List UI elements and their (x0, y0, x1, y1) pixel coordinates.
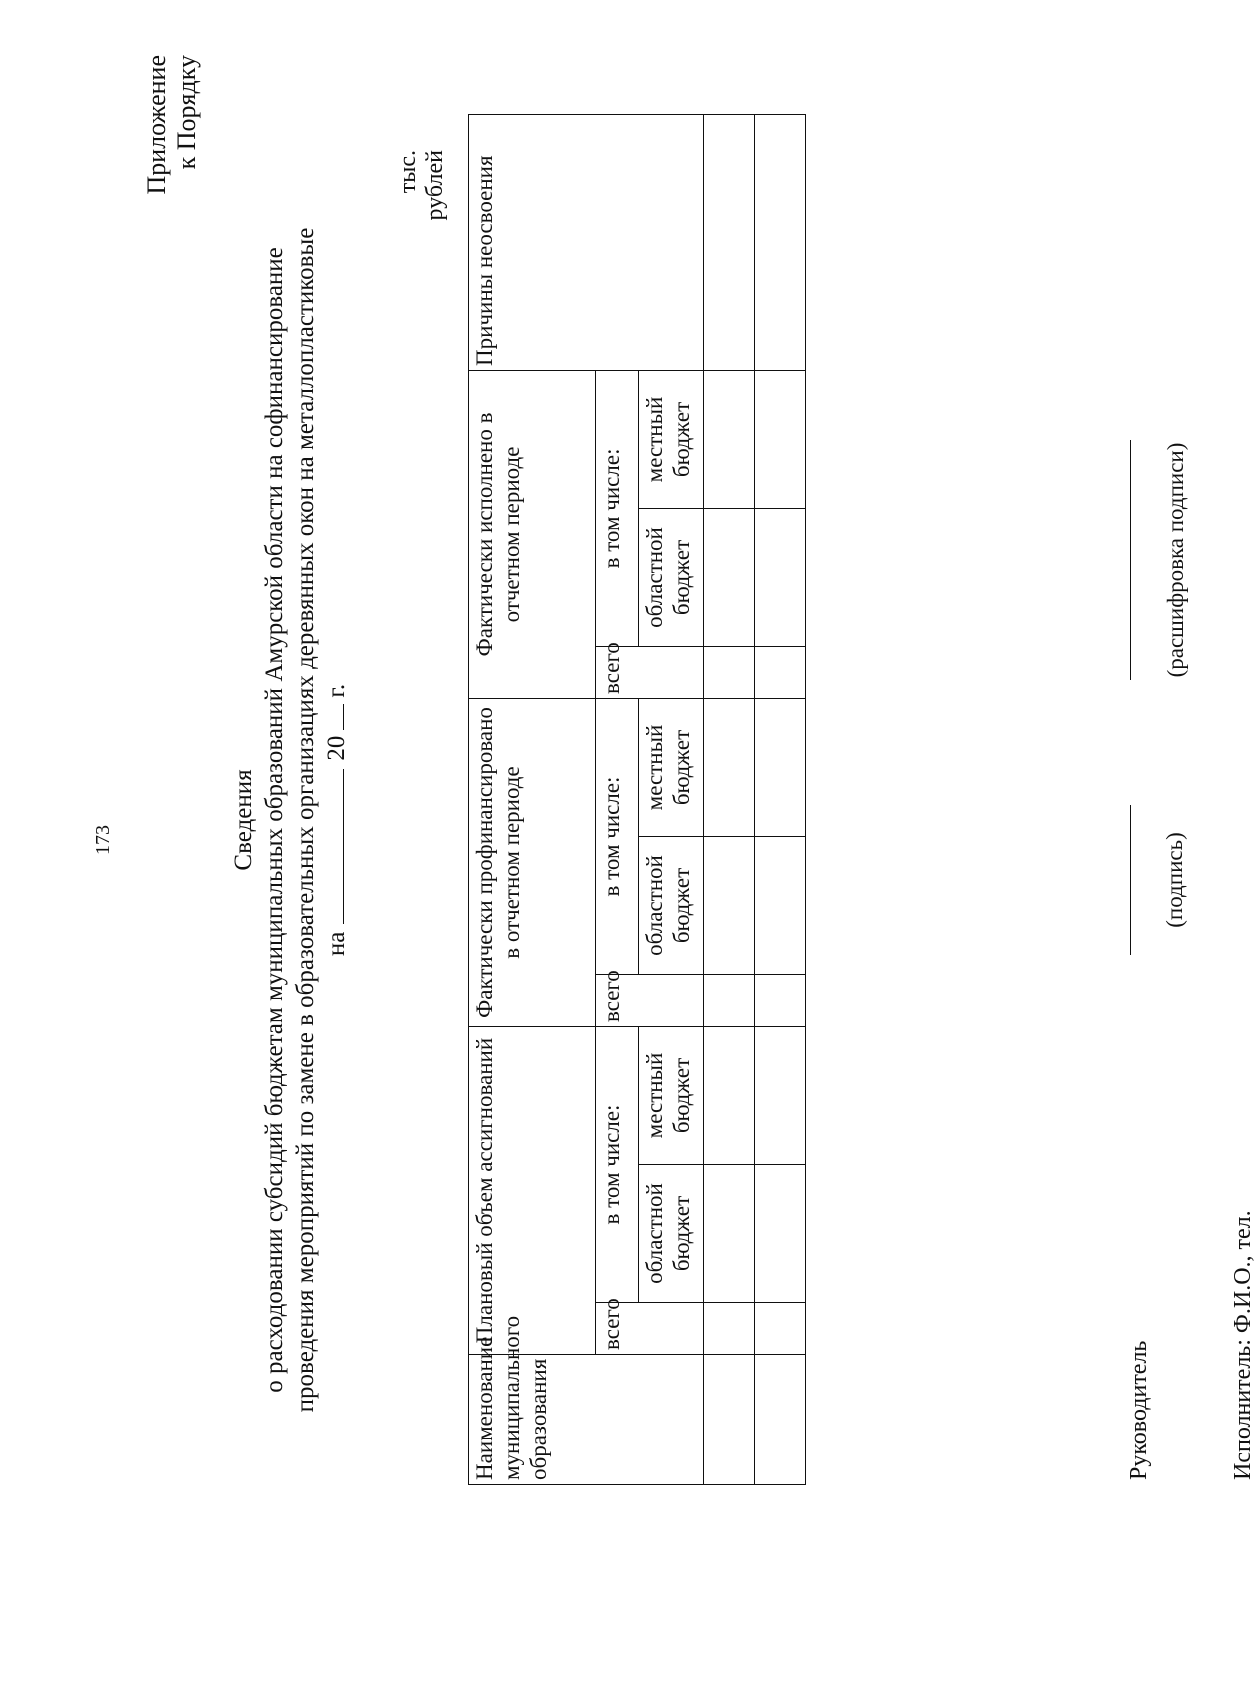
report-table (468, 114, 806, 1485)
page-number: 173 (92, 825, 114, 855)
table-cell (704, 1303, 755, 1355)
executed-local-header: местный бюджет (639, 370, 704, 508)
date-prefix: на (323, 931, 350, 957)
executed-total-header: всего (596, 646, 704, 698)
table-cell (755, 370, 806, 508)
title-line-2: проведения мероприятий по замене в образовательных организациях деревянных окон на металлопластиковые (292, 227, 319, 1413)
head-label: Руководитель (1126, 1340, 1152, 1480)
units-label: тыс. рублей (395, 150, 448, 221)
decoding-caption: (расшифровка подписи) (1163, 442, 1188, 678)
table-cell (755, 646, 806, 698)
planned-regional-header: областной бюджет (639, 1165, 704, 1303)
table-cell (755, 1303, 806, 1355)
title-date-line (321, 140, 352, 1500)
table-cell (704, 370, 755, 508)
appendix-line-2: к Порядку (172, 55, 201, 170)
table-cell (755, 837, 806, 975)
planned-including-header: в том числе: (596, 1027, 639, 1303)
document-title (228, 140, 352, 1500)
financed-local-header: местный бюджет (639, 698, 704, 836)
year-blank (321, 704, 344, 730)
signature-caption: (подпись) (1162, 832, 1187, 928)
executed-including-header: в том числе: (596, 370, 639, 646)
title-heading: Сведения (230, 769, 257, 871)
signature-line (1130, 805, 1131, 955)
financed-including-header: в том числе: (596, 698, 639, 974)
executor-line: Исполнитель: Ф.И.О., тел. (1230, 1210, 1256, 1480)
table-cell (704, 1027, 755, 1165)
table-cell (755, 975, 806, 1027)
table-cell (704, 1355, 755, 1485)
table-row (704, 114, 755, 1484)
title-line-1: о расходовании субсидий бюджетам муниципальных образований Амурской области на софинансирование (261, 247, 288, 1393)
planned-local-header: местный бюджет (639, 1027, 704, 1165)
table-cell (704, 837, 755, 975)
table-cell (755, 114, 806, 370)
table-cell (755, 1355, 806, 1485)
table-cell (755, 1165, 806, 1303)
executed-regional-header: областной бюджет (639, 508, 704, 646)
table-row (755, 114, 806, 1484)
table-cell (755, 1027, 806, 1165)
decoding-line (1130, 440, 1131, 680)
header-financed: Фактически профинансировано в отчетном периоде (469, 698, 596, 1026)
table-cell (755, 698, 806, 836)
table-cell (704, 114, 755, 370)
header-executed: Фактически исполнено в отчетном периоде (469, 370, 596, 698)
table-cell (704, 975, 755, 1027)
header-municipality: Наименование муниципального образования (469, 1355, 704, 1485)
date-suffix: г. (323, 683, 350, 698)
table-cell (704, 646, 755, 698)
date-year: 20 (323, 735, 350, 761)
table-cell (755, 508, 806, 646)
header-planned: Плановый объем ассигнований (469, 1027, 596, 1355)
date-blank (321, 769, 344, 924)
appendix-line-1: Приложение (142, 55, 171, 195)
header-reasons: Причины неосвоения (469, 114, 704, 370)
appendix-note (142, 55, 202, 300)
planned-total-header: всего (596, 1303, 704, 1355)
table-cell (704, 698, 755, 836)
financed-total-header: всего (596, 975, 704, 1027)
table-cell (704, 1165, 755, 1303)
table-cell (704, 508, 755, 646)
financed-regional-header: областной бюджет (639, 837, 704, 975)
